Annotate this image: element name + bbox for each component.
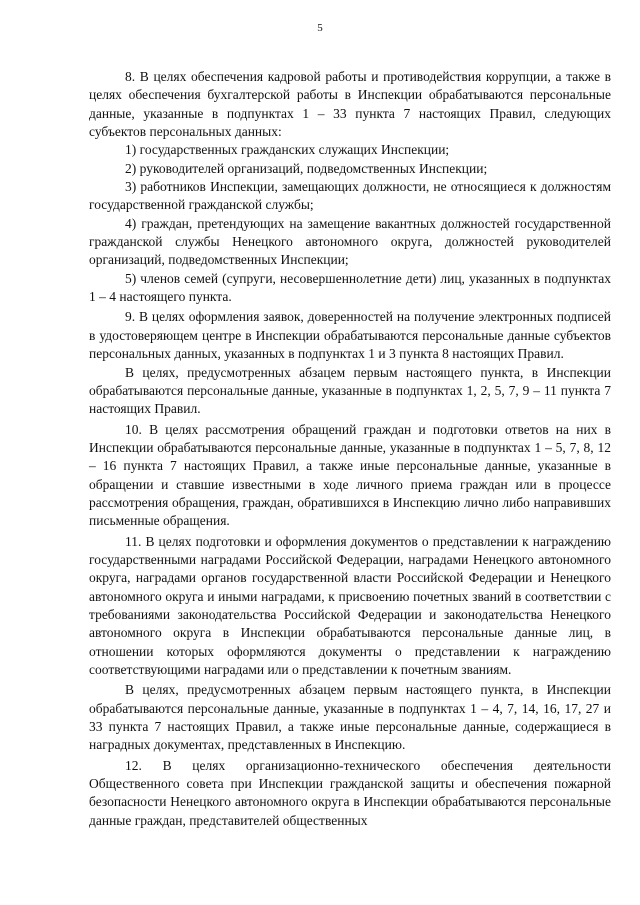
paragraph-8-item-4: 4) граждан, претендующих на замещение вакантных должностей государственной гражданской службы Ненецкого автономного округа, должностей руководителей организаций, подведомственных Инспекции; [89,215,611,268]
document-body [89,68,611,830]
paragraph-11: 11. В целях подготовки и оформления документов о представлении к награждению государственными наградами Российской Федерации, наградами Ненецкого автономного округа, наградами органов государственной власти Российской Федерации и Ненецкого автономного округа и иными наградами, к присвоению почетных званий в соответствии с требованиями законодательства Российской Федерации и законодательства Ненецкого автономного округа в Инспекции обрабатываются персональные данные лиц, в отношении которых оформляются документы о представлении к награждению соответствующими наградами или о представлении к почетным званиям. [89,533,611,677]
paragraph-11-part-2: В целях, предусмотренных абзацем первым настоящего пункта, в Инспекции обрабатываются персональные данные, указанные в подпунктах 1 – 4, 7, 14, 16, 17, 27 и 33 пункта 7 настоящих Правил, а также иные персональные данные, содержащиеся в наградных документах, представленных в Инспекцию. [89,682,611,753]
page-number: 5 [317,22,323,34]
paragraph-9-part-2: В целях, предусмотренных абзацем первым настоящего пункта, в Инспекции обрабатываются персональные данные, указанные в подпунктах 1, 2, 5, 7, 9 – 11 пункта 7 настоящих Правил. [89,364,611,417]
paragraph-10: 10. В целях рассмотрения обращений граждан и подготовки ответов на них в Инспекции обрабатываются персональные данные, указанные в подпунктах 1 – 5, 7, 8, 12 – 16 пункта 7 настоящих Правил, а также иные персональные данные, указанные в обращении и ставшие известными в ходе личного приема граждан или в процессе рассмотрения обращения, граждан, обратившихся в Инспекцию лично либо направивших письменные обращения. [89,421,611,529]
paragraph-8-item-5: 5) членов семей (супруги, несовершеннолетние дети) лиц, указанных в подпунктах 1 – 4 настоящего пункта. [89,270,611,305]
paragraph-12: 12. В целях организационно-технического обеспечения деятельности Общественного совета при Инспекции гражданской защиты и обеспечения пожарной безопасности Ненецкого автономного округа в Инспекции обрабатываются персональные данные граждан, представителей общественных [89,757,611,828]
paragraph-8: 8. В целях обеспечения кадровой работы и противодействия коррупции, а также в целях обеспечения бухгалтерской работы в Инспекции обрабатываются персональные данные, указанные в подпунктах 1 – 33 пункта 7 настоящих Правил, следующих субъектов персональных данных: [89,69,611,140]
paragraph-9: 9. В целях оформления заявок, доверенностей на получение электронных подписей в удостоверяющем центре в Инспекции обрабатываются персональные данные субъектов персональных данных, указанных в подпунктах 1 и 3 пункта 8 настоящих Правил. [89,309,611,362]
paragraph-8-item-1: 1) государственных гражданских служащих Инспекции; [125,142,450,158]
paragraph-8-item-2: 2) руководителей организаций, подведомственных Инспекции; [125,160,488,176]
paragraph-8-item-3: 3) работников Инспекции, замещающих должности, не относящиеся к должностям государственной гражданской службы; [89,179,611,213]
